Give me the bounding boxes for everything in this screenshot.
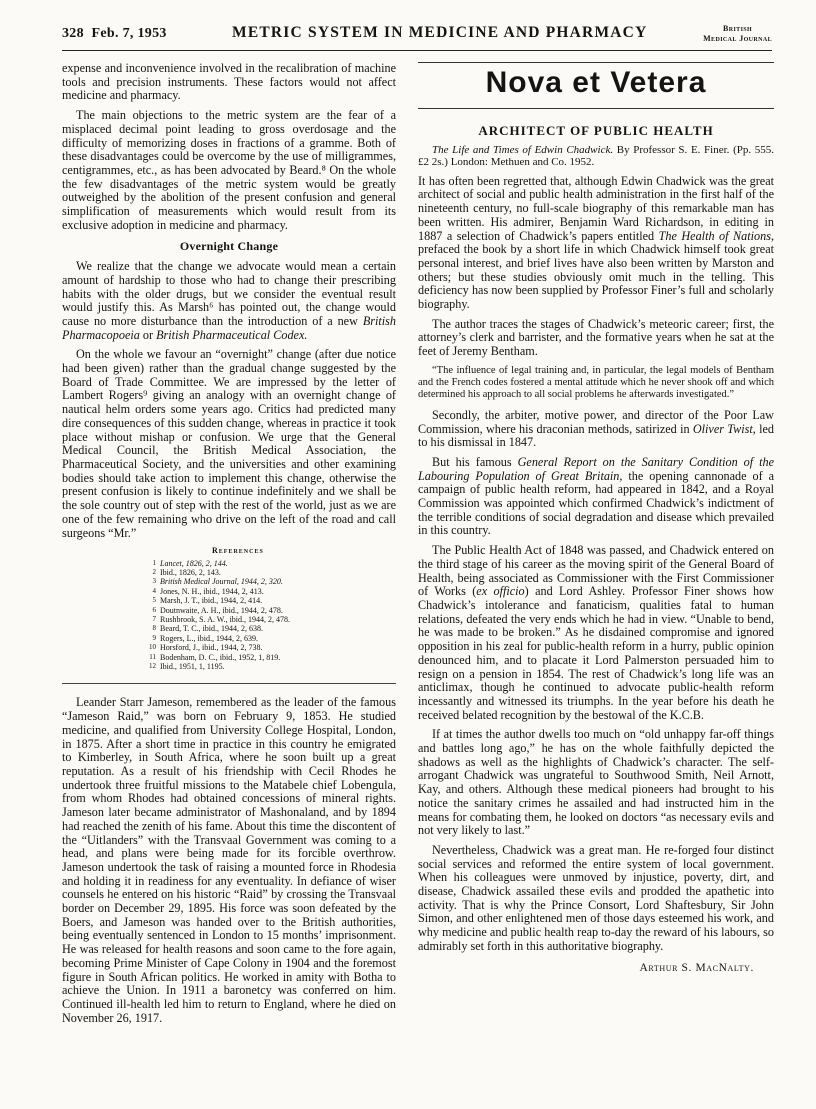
reference-item: 3 British Medical Journal, 1944, 2, 320. <box>152 577 283 587</box>
right-column <box>418 124 774 975</box>
article-title: ARCHITECT OF PUBLIC HEALTH <box>478 123 714 138</box>
block-quote: “The influence of legal training and, in particular, the legal models of Bentham and the French codes fostered a mental attitude which he never shook off and which determined his approach to all social problems he afterwards investigated.” <box>418 364 774 400</box>
page-number-date: 328 Feb. 7, 1953 <box>62 26 167 41</box>
reference-item: 11 Bodenham, D. C., ibid., 1952, 1, 819. <box>149 652 281 662</box>
paragraph: Leander Starr Jameson, remembered as the leader of the famous “Jameson Raid,” was born on February 9, 1853. He studied medicine, and qualified from University College Hospital, London, in 1875. After a short time in practice in this country he emigrated to Kimberley, in South Africa, where he soon built up a great reputation. As a result of his friendship with Cecil Rhodes he undertook three fruitful missions to the Matabele chief Lobengula, from whom Rhodes had obtained concessions of mineral rights. Jameson later became administrator of Mashonaland, and by 1894 had reached the zenith of his fame. About this time the discontent of the “Uitlanders” with the Transvaal Government was coming to a head, and plans were being made for its forcible overthrow. Jameson undertook the task of raising a mounted force in Rhodesia and holding it in readiness for any eventuality. In defiance of wiser counsels he entered on his historic “Raid” by crossing the Transvaal border on December 29, 1895. His force was soon defeated by the Boers, and Jameson was handed over to the British authorities, being eventually sentenced in London to 15 months’ imprisonment. He was released for health reasons and soon came to the fore again, becoming Prime Minister of Cape Colony in 1904 and the foremost figure in South African politics. He worked in amity with Botha to achieve the Union. In 1911 a baronetcy was conferred on him. Continued ill-health led him to return to England, where he died on November 26, 1917. <box>62 695 396 1025</box>
reference-item: 1 Lancet, 1826, 2, 144. <box>152 558 228 568</box>
paragraph: expense and inconvenience involved in the recalibration of machine tools and precision instruments. These factors would not affect medicine and pharmacy. <box>62 61 396 103</box>
section-rule-bottom <box>418 108 774 109</box>
reference-item: 5 Marsh, J. T., ibid., 1944, 2, 414. <box>152 596 263 606</box>
references-list <box>142 546 396 671</box>
reference-item: 9 Rogers, L., ibid., 1944, 2, 639. <box>152 633 258 643</box>
left-column <box>62 62 396 1031</box>
references-heading: References <box>212 546 264 556</box>
paragraph: But his famous General Report on the Sanitary Condition of the Labouring Population of Great Britain, the opening cannonade of a campaign of public health reform, had appeared in 1842, and a Royal Commission was appointed which confirmed Chadwick’s indictment of the terrible conditions of social degradation and disease which prevailed in this country. <box>418 454 775 538</box>
reference-item: 7 Rushbrook, S. A. W., ibid., 1944, 2, 478. <box>152 615 291 625</box>
section-title: Nova et Vetera <box>485 66 707 99</box>
paragraph: It has often been regretted that, although Edwin Chadwick was the great architect of social and public health administration in the first half of the nineteenth century, no full-scale biography of this remarkable man has been written. His admirer, Benjamin Ward Richardson, in editing in 1887 a selection of Chadwick’s papers entitled The Health of Nations, prefaced the book by a short life in which Chadwick himself took great personal interest, and brief lives have also been written by Marston and others; but these studies obviously omit much in the telling. This deficiency has now been supplied by Professor Finer’s full and scholarly biography. <box>418 173 774 312</box>
paragraph: If at times the author dwells too much on “old unhappy far-off things and battles long ago,” he has on the whole faithfully depicted the shadows as well as the highlights of Chadwick’s character. The self-arrogant Chadwick was ungrateful to Southwood Smith, Neil Arnott, Kay, and others. Although these medical pioneers had brought to his notice the sanitary crimes he assailed and had instructed him in the means for combating them, he looked on doctors “as necessary evils and not very likely to last.” <box>418 727 774 838</box>
section-rule-top <box>418 62 774 63</box>
reference-item: 6 Doutnwaite, A. H., ibid., 1944, 2, 478. <box>152 605 283 615</box>
running-title: METRIC SYSTEM IN MEDICINE AND PHARMACY <box>232 24 648 41</box>
paragraph: Secondly, the arbiter, motive power, and director of the Poor Law Commission, where his draconian methods, satirized in Oliver Twist, led to his dismissal in 1847. <box>418 407 775 450</box>
header-rule <box>62 50 772 51</box>
book-citation: The Life and Times of Edwin Chadwick. By Professor S. E. Finer. (Pp. 555. £2 2s.) London: Methuen and Co. 1952. <box>418 143 774 169</box>
paragraph: The Public Health Act of 1848 was passed, and Chadwick entered on the third stage of his career as the moving spirit of the General Board of Health, being associated as Commissioner with the First Commissioner of Works (ex officio) and Lord Ashley. Professor Finer shows how Chadwick’s intolerance and fanaticism, qualities fatal to human relations, defeated the very ends which he had in view. “Unable to bend, he was made to be broken.” As he disdained compromise and ignored opposition in his zeal for public-health reform in a hurry, public opinion denounced him, and to placate it Lord Palmerston persuaded him to resign on a pension in 1854. The rest of Chadwick’s long life was an anticlimax, though he continued to advocate public-health reform incessantly and witnessed its triumphs. In the year before his death he received belated recognition by the bestowal of the K.C.B. <box>418 543 774 722</box>
column-divider <box>62 683 396 684</box>
section-subheading: Overnight Change <box>179 239 279 254</box>
reference-item: 10 Horsford, J., ibid., 1944, 2, 738. <box>149 643 263 653</box>
paragraph: On the whole we favour an “overnight” change (after due notice had been given) rather than the gradual change suggested by the Board of Trade Committee. We are impressed by the letter of Lambert Rogers⁹ giving an analogy with an overnight change of nautical helm orders some years ago. Critics had predicted many dire consequences of this sudden change, whereas in practice it took place without mishap or confusion. We urge that the General Medical Council, the British Medical Association, the Pharmaceutical Society, and the universities and other examining bodies should take action to implement this change, otherwise the present confusion is likely to continue indefinitely and we shall be the sole country out of step with the rest of the world, just as we are one of the few remaining who drive on the left of the road and call surgeons “Mr.” <box>62 347 396 540</box>
paragraph: Nevertheless, Chadwick was a great man. He re-forged four distinct social services and reformed the entire system of local government. When his colleagues were unmoved by injustice, poverty, dirt, and disease, Chadwick assailed these evils and prodded the apathetic into activity. That is why the Prince Consort, Lord Shaftesbury, Sir John Simon, and other enlightened men of those days esteemed his work, and why medicine and public health reap to-day the reward of his labours, so admirably set forth in this authoritative biography. <box>418 842 774 953</box>
paragraph: The author traces the stages of Chadwick’s meteoric career; first, the attorney’s clerk and barrister, and the formative years when he sat at the feet of Jeremy Bentham. <box>418 316 774 359</box>
paragraph: We realize that the change we advocate would mean a certain amount of hardship to those who had to change their prescribing habits with the older drugs, but we consider the eventual result would justify this. As Marsh⁶ has pointed out, the change would cause no more disturbance than the introduction of a new British Pharmacopoeia or British Pharmaceutical Codex. <box>62 259 396 342</box>
page-header <box>62 22 772 52</box>
reference-item: 2 Ibid., 1826, 2, 143. <box>152 568 221 578</box>
reference-item: 12 Ibid., 1951, 1, 1195. <box>149 662 225 672</box>
reference-item: 4 Jones, N. H., ibid., 1944, 2, 413. <box>152 586 264 596</box>
reference-item: 8 Beard, T. C., ibid., 1944, 2, 638. <box>152 624 264 634</box>
journal-mark: British Medical Journal <box>703 24 772 43</box>
paragraph: The main objections to the metric system are the fear of a misplaced decimal point leading to gross overdosage and the difficulty of memorizing doses in fractions of a gramme. Both of these disadvantages could be overcome by the use of milligrammes, centigrammes, etc., as has been advocated by Beard.⁸ On the whole the few disadvantages of the metric system would be greatly outweighed by the abolition of the present confusion and general simplification of measurements which would result from its exclusive adoption in medicine and pharmacy. <box>62 108 396 232</box>
author-signature: Arthur S. MacNalty. <box>639 961 754 974</box>
